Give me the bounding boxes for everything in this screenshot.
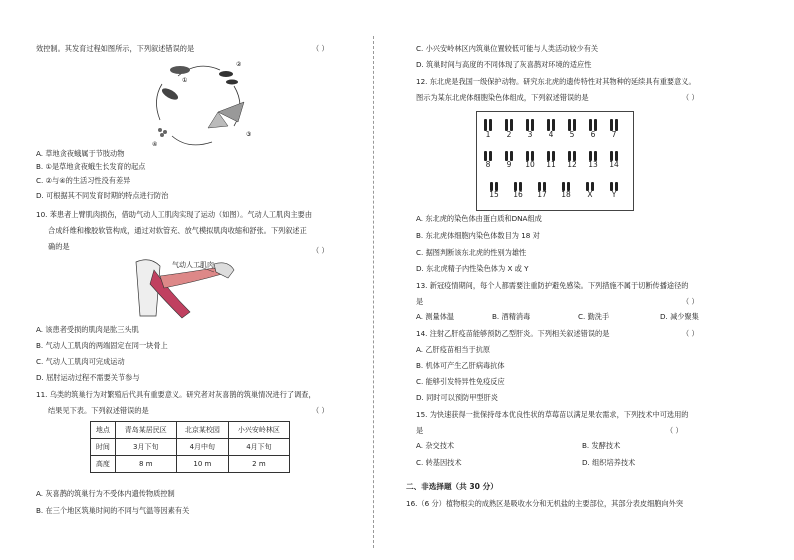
table-cell: 2 m	[228, 456, 289, 473]
chromosome-number: 11	[546, 160, 556, 169]
q15-line-2: 是	[416, 426, 424, 435]
q9-intro: 效控制。其发育过程如图所示，下列叙述错误的是	[36, 44, 195, 53]
q12-answer-paren: （ ）	[682, 93, 699, 102]
q11-option-b: B. 在三个地区筑巢时间的不同与气温等因素有关	[36, 506, 190, 515]
table-row	[91, 456, 290, 473]
q15-line-1: 15. 为快速获得一批保持母本优良性状的草莓苗以满足果农需求，下列技术中可选用的	[416, 410, 689, 419]
chromosome-number: 10	[525, 160, 535, 169]
q15-answer-paren: （ ）	[666, 426, 683, 435]
diagram-label-4: ④	[152, 141, 158, 148]
chromosome-number: 18	[561, 190, 571, 199]
chromosome-pair	[483, 116, 493, 128]
chromosome-pair	[588, 116, 598, 128]
chromosome-number: 3	[527, 130, 533, 139]
q14-option-c: C. 能够引发特异性免疫反应	[416, 377, 505, 386]
table-header-cell: 北京某校园	[176, 422, 228, 439]
table-header-cell: 青岛某居民区	[115, 422, 176, 439]
q13-option-a: A. 测量体温	[416, 312, 455, 321]
q13-line-1: 13. 新冠疫情期间，每个人都需要注重防护避免感染。下列措施不属于切断传播途径的	[416, 281, 689, 290]
table-cell: 8 m	[115, 456, 176, 473]
chromosome-number: 12	[567, 160, 577, 169]
q14-option-b: B. 机体可产生乙肝病毒抗体	[416, 361, 505, 370]
chromosome-pair	[489, 176, 499, 188]
moth-icon	[208, 102, 244, 128]
chromosome-number: 9	[506, 160, 512, 169]
q13-line-2: 是	[416, 297, 424, 306]
section-2-title: 二、非选择题（共 30 分）	[406, 482, 498, 491]
q13-option-b: B. 酒精消毒	[492, 312, 531, 321]
q10-option-a: A. 该患者受损的肌肉是肱三头肌	[36, 325, 139, 334]
chromosome-pair	[561, 176, 571, 188]
q12-option-d: D. 东北虎精子内性染色体为 X 或 Y	[416, 264, 529, 273]
chromosome-pair	[588, 146, 598, 158]
q10-option-c: C. 气动人工肌肉可完成运动	[36, 357, 125, 366]
chromosome-number: 8	[485, 160, 491, 169]
q15-option-c: C. 转基因技术	[416, 458, 462, 467]
q12-option-a: A. 东北虎的染色体由蛋白质和DNA组成	[416, 214, 542, 223]
q14-answer-paren: （ ）	[682, 329, 699, 338]
q14-option-a: A. 乙肝疫苗相当于抗原	[416, 345, 491, 354]
q16-line-1: 16.（6 分）植物根尖的成熟区是吸收水分和无机盐的主要部位，其部分表皮细胞向外突	[406, 499, 684, 508]
q12-option-c: C. 据图判断该东北虎的性别为雄性	[416, 248, 527, 257]
q11-line-1: 11. 乌类的筑巢行为对繁殖后代具有重要意义。研究者对灰喜鹊的筑巢情况进行了调查，	[36, 390, 316, 399]
q14-option-d: D. 同时可以预防甲型肝炎	[416, 393, 498, 402]
chromosome-number: 5	[569, 130, 575, 139]
pupa-icon	[219, 71, 238, 85]
table-cell: 4月下旬	[228, 439, 289, 456]
chromosome-pair	[504, 116, 514, 128]
chromosome-pair	[537, 176, 547, 188]
tiger-karyotype-figure	[476, 111, 634, 211]
table-row	[91, 439, 290, 456]
q15-option-b: B. 发酵技术	[582, 441, 621, 450]
chromosome-pair	[609, 176, 619, 188]
table-header-cell: 地点	[91, 422, 116, 439]
diagram-label-2: ②	[236, 61, 242, 68]
table-cell: 高度	[91, 456, 116, 473]
chromosome-number: 13	[588, 160, 598, 169]
diagram-label-3: ③	[246, 131, 252, 138]
chromosome-number: 1	[485, 130, 491, 139]
chromosome-pair	[525, 116, 535, 128]
chromosome-pair	[609, 146, 619, 158]
q15-option-d: D. 组织培养技术	[582, 458, 636, 467]
table-header-row	[91, 422, 290, 439]
chromosome-number: 14	[609, 160, 619, 169]
column-divider	[373, 36, 374, 548]
chromosome-number: Y	[611, 190, 617, 199]
q9-answer-paren: （ ）	[312, 44, 329, 53]
diagram-label-1: ①	[182, 77, 188, 84]
pneumatic-muscle-label: 气动人工肌肉	[172, 261, 214, 269]
chromosome-pair	[567, 116, 577, 128]
q11-nesting-table	[90, 421, 290, 473]
q12-option-b: B. 东北虎体细胞内染色体数目为 18 对	[416, 231, 540, 240]
chromosome-number: 2	[506, 130, 512, 139]
q11-option-c: C. 小兴安岭林区内筑巢位置较低可能与人类活动较少有关	[416, 44, 599, 53]
eggs-icon	[158, 128, 167, 137]
chromosome-pair	[525, 146, 535, 158]
q9-option-d: D. 可根据其不同发育时期的特点进行防治	[36, 191, 169, 200]
table-cell: 10 m	[176, 456, 228, 473]
chromosome-number: 17	[537, 190, 547, 199]
chromosome-number: 16	[513, 190, 523, 199]
table-header-cell: 小兴安岭林区	[228, 422, 289, 439]
chromosome-number: 6	[590, 130, 596, 139]
q10-line-1: 10. 苯患者上臂肌肉损伤，借助气动人工肌肉实现了运动（如图）。气动人工肌肉主要由	[36, 210, 313, 219]
chromosome-pair	[585, 176, 595, 188]
q11-line-2: 结果见下表。下列叙述错误的是	[48, 406, 149, 415]
chromosome-pair	[546, 116, 556, 128]
chromosome-number: 15	[489, 190, 499, 199]
q14-line-1: 14. 注射乙肝疫苗能够预防乙型肝炎。下列相关叙述错误的是	[416, 329, 610, 338]
chromosome-pair	[483, 146, 493, 158]
q13-answer-paren: （ ）	[682, 297, 699, 306]
chromosome-pair	[609, 116, 619, 128]
chromosome-pair	[567, 146, 577, 158]
chromosome-number: 4	[548, 130, 554, 139]
q11-answer-paren: （ ）	[312, 406, 329, 415]
q10-answer-paren: （ ）	[312, 246, 329, 255]
table-cell: 时间	[91, 439, 116, 456]
q9-option-a: A. 草地贪夜蛾属于节肢动物	[36, 149, 125, 158]
table-cell: 4月中旬	[176, 439, 228, 456]
chromosome-pair	[513, 176, 523, 188]
q11-option-a: A. 灰喜鹊的筑巢行为不受体内遗传物质控制	[36, 489, 175, 498]
q10-option-d: D. 屈肘运动过程不需要关节参与	[36, 373, 140, 382]
table-cell: 3月下旬	[115, 439, 176, 456]
insect-life-cycle-diagram	[148, 56, 254, 152]
chromosome-pair	[504, 146, 514, 158]
q10-line-2: 合成纤维和橡胶软管构成，通过对软管充、放气模拟肌肉收缩和舒张。下列叙述正	[48, 226, 307, 235]
q11-option-d: D. 筑巢时间与高度的不同体现了灰喜鹊对环境的适应性	[416, 60, 592, 69]
q9-option-b: B. ①是草地贪夜蛾生长发育的起点	[36, 162, 146, 171]
q15-option-a: A. 杂交技术	[416, 441, 455, 450]
q10-option-b: B. 气动人工肌肉的两端固定在同一块骨上	[36, 341, 168, 350]
q10-line-3: 确的是	[48, 242, 70, 251]
chromosome-pair	[546, 146, 556, 158]
q12-line-2: 图示为某东北虎体细胞染色体组成，下列叙述错误的是	[416, 93, 589, 102]
q12-line-1: 12. 东北虎是我国一级保护动物。研究东北虎的遗传特性对其物种的延续具有重要意义。	[416, 77, 696, 86]
q13-option-c: C. 勤洗手	[578, 312, 610, 321]
chromosome-number: 7	[611, 130, 617, 139]
q9-option-c: C. ②与④的生活习性没有差异	[36, 176, 131, 185]
q13-option-d: D. 减少聚集	[660, 312, 699, 321]
chromosome-number: X	[587, 190, 593, 199]
